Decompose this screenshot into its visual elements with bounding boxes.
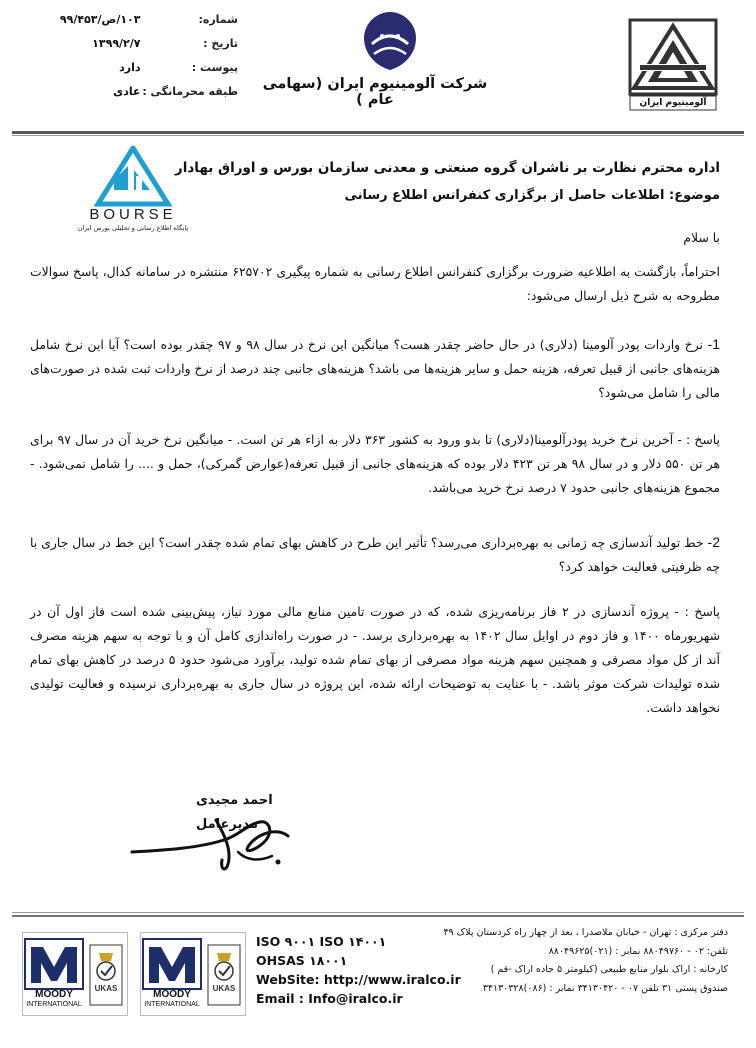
meta-value: ۱۰۳/ص/۹۹/۴۵۳ [59,13,141,26]
ukas-badge [205,939,243,1011]
company-logo [626,18,720,112]
question-number: 1- [707,336,720,352]
company-address [428,924,728,998]
signatory-name: احمد مجیدی [196,793,273,808]
address-line: تلفن: ۰۲ - ۸۸۰۴۹۷۶۰ نمابر : (۰۲۱)۸۸۰۴۹۶۲۵ [548,945,728,957]
letter-meta [8,8,238,104]
question-1 [30,332,720,405]
website-link[interactable]: WebSite: http://www.iralco.ir [256,972,461,987]
address-line: دفتر مرکزی : تهران - خیابان ملاصدرا ، بعد از چهار راه کردستان پلاک ۴۹ [443,927,728,938]
footer-divider-thick [12,915,744,917]
email-link[interactable]: Email : Info@iralco.ir [256,991,403,1006]
meta-value: دارد [119,61,141,74]
meta-number [8,8,238,32]
cert-sub: INTERNATIONAL [26,1001,82,1008]
subject-line: موضوع: اطلاعات حاصل از برگزاری کنفرانس اطلاع رسانی [344,188,720,203]
addressee: اداره محترم نظارت بر ناشران گروه صنعتی و معدنی سازمان بورس و اوراق بهادار [174,160,720,176]
question-text: خط تولید آندسازی چه زمانی به بهره‌برداری می‌رسد؟ تأثیر این طرح در کاهش بهای تمام شده چقدر است؟ این خط در سال جاری با چه ظرفیتی فعالیت خواهد کرد؟ [30,535,720,574]
meta-value: عادی [113,85,141,98]
certification-badge [22,932,128,1016]
svg-text:UKAS: UKAS [212,984,236,993]
svg-text:UKAS: UKAS [94,984,118,993]
meta-classification [8,80,238,104]
ohsas-standard: OHSAS ۱۸۰۰۱ [256,953,348,968]
moody-logo [23,933,85,1017]
meta-label: پیوست : [191,61,238,74]
greeting: با سلام [683,230,720,245]
header-divider [12,131,744,134]
handwritten-signature [128,800,298,880]
header-divider-thin [12,135,744,136]
iso-standards: ISO ۹۰۰۱ ISO ۱۴۰۰۱ [256,934,387,949]
production-leap-seal [354,8,426,74]
address-line: صندوق پستی ۳۱ تلفن ۰۷ - ۳۴۱۳۰۴۲۰ نمابر : (۰۸۶)۳۴۱۳۰۳۲۸ [482,982,728,994]
intro-paragraph: احتراماً، بازگشت به اطلاعیه ضرورت برگزاری کنفرانس اطلاع رسانی به شماره پیگیری ۶۲۵۷۰۲ منتشره در سامانه کدال، پاسخ سوالات مطروحه به شرح ذیل ارسال می‌شود: [30,264,721,303]
bourse-word: BOURSE [89,206,177,223]
bourse-subtitle: پایگاه اطلاع رسانی و تحلیلی بورس ایران [77,224,189,232]
certification-badge [140,932,246,1016]
meta-value: ۱۳۹۹/۲/۷ [92,37,141,50]
moody-logo [141,933,203,1017]
cert-brand: MOODY [153,989,191,1000]
footer-divider [12,912,744,913]
meta-attachment [8,56,238,80]
bourse-logo [76,146,190,234]
signatory-title: مدیرعامل [196,817,258,832]
meta-date [8,32,238,56]
question-text: نرخ واردات پودر آلومینا (دلاری) در حال حاضر چقدر هست؟ میانگین این نرخ در سال ۹۸ و ۹۷ چقدر بوده است؟ آیا این نرخ شامل هزینه‌های جانبی از قبیل تعرفه، هزینه حمل و سایر هزینه‌ها می باشد؟ هزینه‌های جانبی چند درصد از نرخ واردات ثبت شده در صورت‌های مالی را شامل می‌شود؟ [30,337,720,400]
answer-1: پاسخ : - آخرین نرخ خرید پودرآلومینا(دلاری) تا بدو ورود به کشور ۳۶۳ دلار به ازاء هر تن است. - میانگین نرخ خرید آن در سال ۹۷ برای هر تن ۵۵۰ دلار و در سال ۹۸ هر تن ۴۲۳ دلار بوده که هزینه‌های جانبی از قبیل تعرفه(عوارض گمرکی)، حمل و .... را شامل نمی‌شود. - مجموع هزینه‌های جانبی حدود ۷ درصد نرخ خرید می‌باشد. [30,432,720,495]
meta-label: طبقه محرمانگی : [142,85,238,98]
company-name: شرکت آلومینیوم ایران (سهامی عام ) [262,76,488,108]
standards-contact [256,932,461,1008]
answer-2: پاسخ : - پروژه آندسازی در ۲ فاز برنامه‌ریزی شده، که در صورت تامین منابع مالی مورد نیاز، پیش‌بینی شده است فاز اول آن در شهریورماه ۱۴۰۰ و فاز دوم در اوایل سال ۱۴۰۲ به بهره‌برداری برسد. - در صورت راه‌اندازی کامل آن و با توجه به سهم هزینه مصرف آند از کل مواد مصرفی و همچنین سهم هزینه مواد مصرفی از بهای تمام شده تولید، برآورد می‌شود حدود ۵ درصد در کاهش بهای تمام شده تولیدات شرکت موثر باشد. - با عنایت به توضیحات ارائه شده، این پروژه در سال جاری به بهره‌برداری نرسیده و فعالیت تولیدی نخواهد داشت. [30,604,720,715]
letterhead [0,0,756,128]
address-line: کارخانه : اراک بلوار منابع طبیعی (کیلومتر ۵ جاده اراک -قم ) [490,964,728,975]
cert-sub: INTERNATIONAL [144,1001,200,1008]
question-2 [30,530,720,579]
company-logo-text: آلومینیوم ایران [639,98,707,108]
meta-label: شماره: [198,13,238,26]
question-number: 2- [707,534,720,550]
ukas-badge [87,939,125,1011]
meta-label: تاریخ : [203,37,238,50]
cert-brand: MOODY [35,989,73,1000]
